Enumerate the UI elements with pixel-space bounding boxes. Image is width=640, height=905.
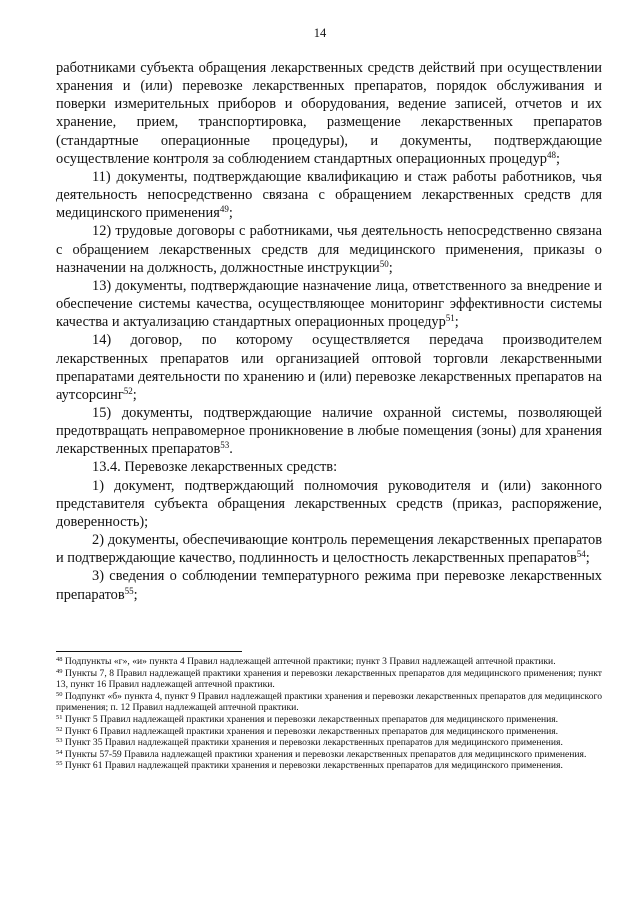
footnote-text: Пункт 6 Правил надлежащей практики хранения и перевозки лекарственных препаратов для медицинского применения.: [64, 725, 559, 737]
footnote-55: [56, 760, 602, 772]
footnote-ref[interactable]: 51: [445, 313, 455, 324]
paragraph-item-14: 14) договор, по которому осуществляется передача производителем лекарственных препаратов или организацией оптовой торговли лекарственными препаратами деятельности по хранению и (или) перевозке лекарственных препаратов на аутсорсинг$^{52}$;: [56, 332, 602, 403]
paragraph-item-15: 15) документы, подтверждающие наличие охранной системы, позволяющей предотвращать неправомерное проникновение в любые помещения (зоны) для хранения лекарственных препаратов$^{53}$.: [56, 404, 602, 458]
footnote-number: 54: [56, 748, 63, 756]
footnote-number: 50: [56, 690, 63, 698]
footnote-ref[interactable]: 54: [576, 549, 586, 560]
paragraph-item-3: 3) сведения о соблюдении температурного режима при перевозке лекарственных препаратов$^{55}$;: [56, 568, 602, 603]
footnote-ref[interactable]: 50: [379, 258, 389, 269]
footnote-text: Пункты 57-59 Правила надлежащей практики хранения и перевозки лекарственных препаратов для медицинского применения.: [64, 748, 587, 760]
paragraph-item-1: [56, 477, 602, 531]
paragraph-text: 1) документ, подтверждающий полномочия руководителя и (или) законного представителя субъекта обращения лекарственных средств (приказ, распоряжение, доверенность);: [56, 477, 602, 530]
footnote-text: Подпункты «г», «и» пункта 4 Правил надлежащей аптечной практики; пункт 3 Правил надлежащей аптечной практики.: [64, 656, 556, 667]
footnote-53: [56, 737, 602, 749]
footnote-number: 52: [56, 725, 63, 733]
paragraph-item-11: 11) документы, подтверждающие квалификацию и стаж работы работников, чья деятельность непосредственно связана с обращением лекарственных средств для медицинского применения$^{49}$;: [56, 168, 602, 222]
footnote-number: 55: [56, 760, 63, 768]
footnote-number: 53: [56, 737, 63, 745]
page-number: 14: [313, 26, 327, 40]
footnotes: [56, 656, 602, 772]
footnote-text: Пункт 5 Правил надлежащей практики хранения и перевозки лекарственных препаратов для медицинского применения.: [64, 713, 559, 725]
section-heading-13-4: [56, 458, 602, 476]
paragraph-text: 14) договор, по которому осуществляется передача производителем лекарственных препаратов или организацией оптовой торговли лекарственными препаратами деятельности по хранению и (или) перевозке лекарственных препаратов на аутсорсинг: [56, 332, 602, 403]
paragraph-item-13: 13) документы, подтверждающие назначение лица, ответственного за внедрение и обеспечение системы качества, осуществляющее мониторинг эффективности системы качества и актуализацию стандартных операционных процедур$^{51}$;: [56, 277, 602, 331]
footnote-text: Подпункт «б» пункта 4, пункт 9 Правил надлежащей практики хранения и перевозки лекарственных препаратов для медицинского применения; п. 12 Правил надлежащей аптечной практики.: [56, 690, 602, 714]
footnote-text: Пункт 35 Правил надлежащей практики хранения и перевозки лекарственных препаратов для медицинского применения.: [64, 737, 563, 749]
footnote-number: 49: [56, 667, 63, 675]
paragraph-text: 11) документы, подтверждающие квалификацию и стаж работы работников, чья деятельность непосредственно связана с обращением лекарственных средств для медицинского применения: [56, 168, 602, 222]
paragraph-text: 12) трудовые договоры с работниками, чья деятельность непосредственно связана с обращением лекарственных средств для медицинского применения, приказы о назначении на должность, должностные инструкции: [56, 223, 602, 276]
paragraph-item-12: 12) трудовые договоры с работниками, чья деятельность непосредственно связана с обращением лекарственных средств для медицинского применения, приказы о назначении на должность, должностные инструкции$^{50}$;: [56, 223, 602, 276]
footnote-ref[interactable]: 48: [547, 149, 556, 160]
paragraph-text: 13) документы, подтверждающие назначение лица, ответственного за внедрение и обеспечение системы качества, осуществляющее мониторинг эффективности системы качества и актуализацию стандартных операционных процедур: [56, 277, 602, 331]
paragraph-text: 2) документы, обеспечивающие контроль перемещения лекарственных препаратов и подтверждающие качество, подлинность и целостность лекарственных препаратов: [56, 532, 602, 567]
footnote-divider: [56, 651, 242, 652]
paragraph-continuation: работниками субъекта обращения лекарственных средств действий при осуществлении хранения и (или) перевозке лекарственных препаратов, порядок обслуживания и поверки измерительных приборов и оборудования, ведение записей, отчетов и их хранение, прием, транспортировка, размещение лекарственных препаратов (стандартные операционные процедуры), и документы, подтверждающие осуществление контроля за соблюдением стандартных операционных процедур$^{48}$;: [56, 60, 602, 167]
footnote-text: Пункты 7, 8 Правил надлежащей практики хранения и перевозки лекарственных препаратов для медицинского применения; пункт 13, пункт 16 Правил надлежащей аптечной практики.: [56, 667, 602, 691]
paragraph-item-2: 2) документы, обеспечивающие контроль перемещения лекарственных препаратов и подтверждающие качество, подлинность и целостность лекарственных препаратов$^{54}$;: [56, 532, 602, 567]
paragraph-text: 13.4. Перевозке лекарственных средств:: [92, 459, 338, 476]
footnote-ref[interactable]: 49: [219, 204, 229, 215]
paragraph-text: 15) документы, подтверждающие наличие охранной системы, позволяющей предотвращать неправомерное проникновение в любые помещения (зоны) для хранения лекарственных препаратов: [56, 404, 602, 458]
footnote-54: [56, 749, 602, 761]
footnote-number: 51: [56, 713, 63, 721]
footnote-48: [56, 656, 602, 668]
paragraph-text: работниками субъекта обращения лекарственных средств действий при осуществлении хранения и (или) перевозке лекарственных препаратов, порядок обслуживания и поверки измерительных приборов и оборудования, ведение записей, отчетов и их хранение, прием, транспортировка, размещение лекарственных препаратов (стандартные операционные процедуры), и документы, подтверждающие осуществление контроля за соблюдением стандартных операционных процедур: [56, 60, 602, 167]
footnote-50: [56, 691, 602, 714]
footnote-51: [56, 714, 602, 726]
footnote-text: Пункт 61 Правил надлежащей практики хранения и перевозки лекарственных препаратов для медицинского применения.: [64, 760, 563, 772]
paragraph-text: 3) сведения о соблюдении температурного режима при перевозке лекарственных препаратов: [56, 568, 602, 603]
footnote-number: 48: [56, 656, 63, 663]
footnote-49: [56, 668, 602, 691]
body-text: [56, 59, 602, 604]
footnote-ref[interactable]: 53: [220, 440, 230, 451]
footnote-52: [56, 726, 602, 738]
footnote-ref[interactable]: 55: [124, 585, 134, 596]
footnote-ref[interactable]: 52: [123, 385, 133, 396]
